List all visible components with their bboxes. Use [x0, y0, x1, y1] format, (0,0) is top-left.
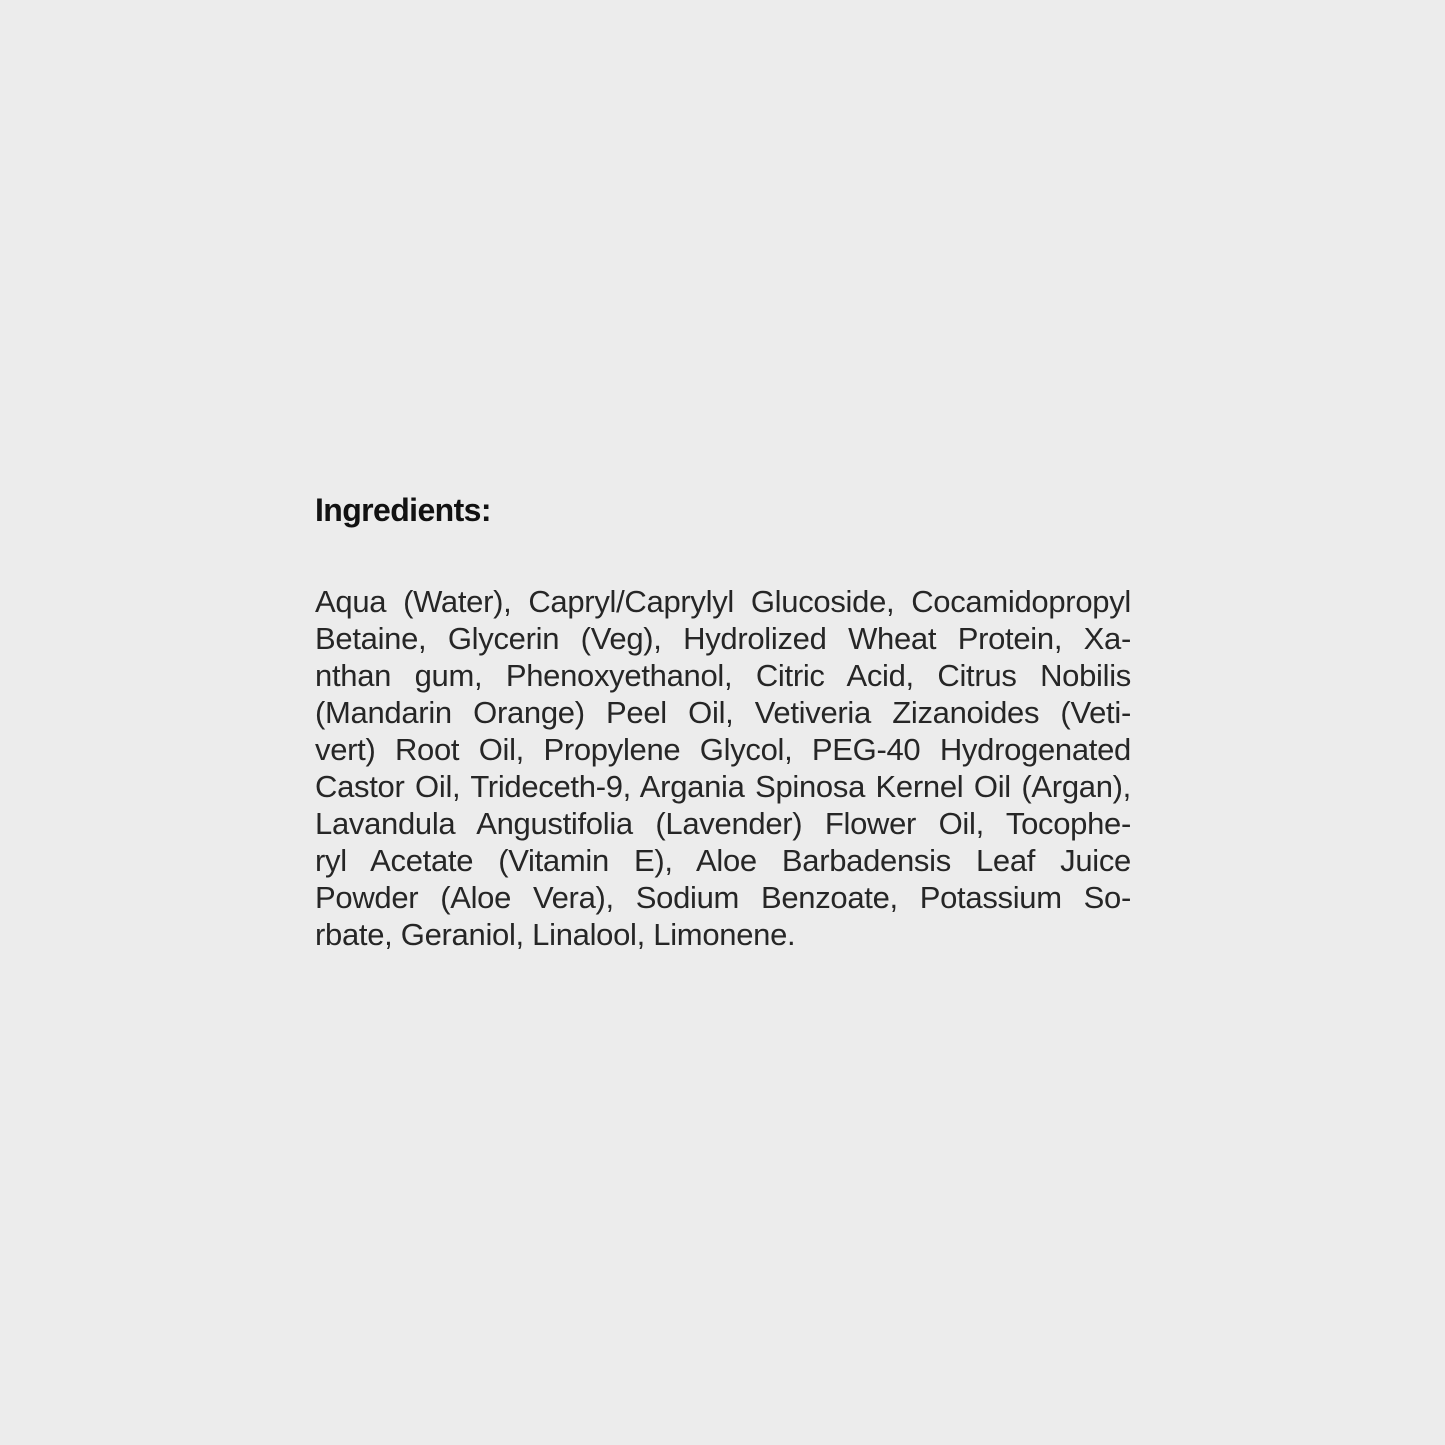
ingredients-panel — [315, 492, 1131, 953]
ingredients-line: Castor Oil, Trideceth-9, Argania Spinosa Kernel Oil (Argan), — [315, 769, 1131, 804]
ingredients-line: (Mandarin Orange) Peel Oil, Vetiveria Zizanoides (Veti- — [315, 695, 1131, 730]
ingredients-line: Powder (Aloe Vera), Sodium Benzoate, Potassium So- — [315, 880, 1131, 915]
ingredients-line: nthan gum, Phenoxyethanol, Citric Acid, Citrus Nobilis — [315, 658, 1131, 693]
ingredients-line: ryl Acetate (Vitamin E), Aloe Barbadensis Leaf Juice — [315, 843, 1131, 878]
ingredients-line: Aqua (Water), Capryl/Caprylyl Glucoside, Cocamidopropyl — [315, 584, 1131, 619]
ingredients-line: Betaine, Glycerin (Veg), Hydrolized Wheat Protein, Xa- — [315, 621, 1131, 656]
ingredients-list — [315, 583, 1131, 953]
ingredients-line: vert) Root Oil, Propylene Glycol, PEG-40 Hydrogenated — [315, 732, 1131, 767]
ingredients-line: rbate, Geraniol, Linalool, Limonene. — [315, 917, 796, 952]
ingredients-line: Lavandula Angustifolia (Lavender) Flower Oil, Tocophe- — [315, 806, 1131, 841]
ingredients-heading: Ingredients: — [315, 492, 491, 528]
